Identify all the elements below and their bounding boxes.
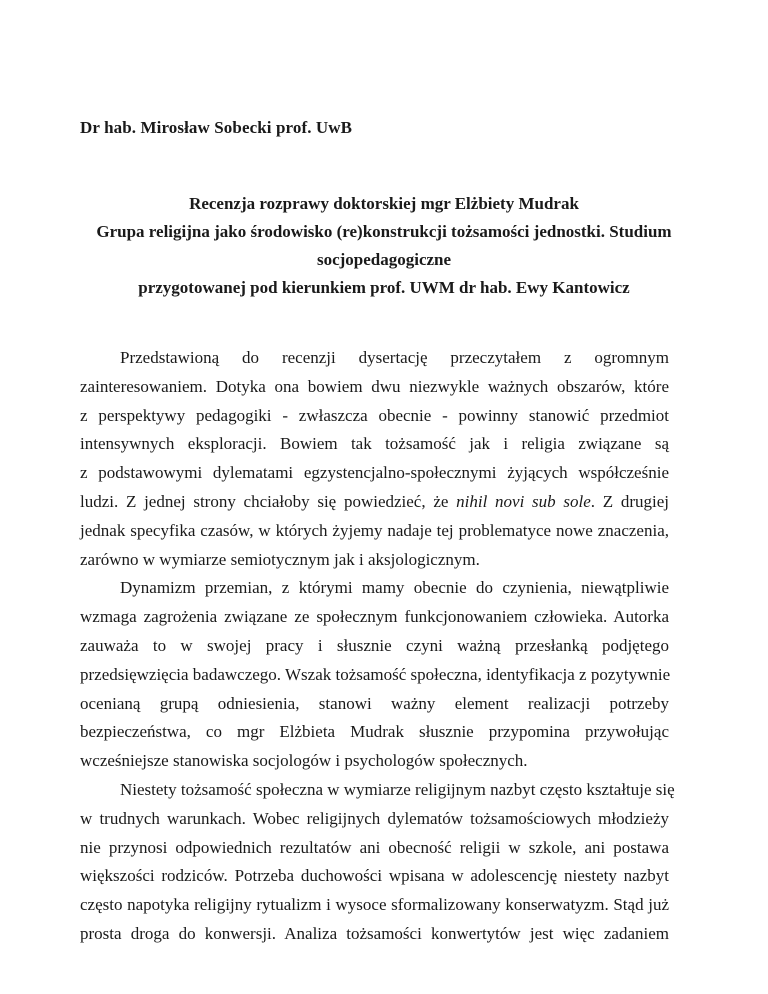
text-line: z podstawowymi dylematami egzystencjalno-społecznymi żyjących współcześnie <box>80 463 669 483</box>
text-fragment: ludzi. Z jednej strony chciałoby się powiedzieć, że <box>80 491 457 511</box>
text-line: często napotyka religijny rytualizm i wysoce sformalizowany konserwatyzm. Stąd już <box>80 895 669 915</box>
text-line: wcześniejsze stanowiska socjologów i psychologów społecznych. <box>80 751 528 771</box>
title-line: Grupa religijna jako środowisko (re)konstrukcji tożsamości jednostki. Studium <box>96 222 672 241</box>
text-line: Niestety tożsamość społeczna w wymiarze religijnym nazbyt często kształtuje się <box>120 779 675 799</box>
text-line: większości rodziców. Potrzeba duchowości wpisana w adolescencję niestety nazbyt <box>80 866 669 886</box>
text-line: w trudnych warunkach. Wobec religijnych dylematów tożsamościowych młodzieży <box>80 808 669 828</box>
title-line: Recenzja rozprawy doktorskiej mgr Elżbiety Mudrak <box>189 194 579 213</box>
text-line: zainteresowaniem. Dotyka ona bowiem dwu niezwykle ważnych obszarów, które <box>80 376 669 396</box>
text-line <box>80 488 669 517</box>
paragraph <box>80 776 675 949</box>
author-line: Dr hab. Mirosław Sobecki prof. UwB <box>80 118 353 137</box>
text-line: jednak specyfika czasów, w których żyjemy nadaje tej problematyce nowe znaczenia, <box>80 520 669 540</box>
text-line: przedsięwzięcia badawczego. Wszak tożsamość społeczna, identyfikacja z pozytywnie <box>80 664 671 684</box>
text-line: z perspektywy pedagogiki - zwłaszcza obecnie - powinny stanowić przedmiot <box>80 405 669 425</box>
text-line: ocenianą grupą odniesienia, stanowi ważny element realizacji potrzeby <box>80 693 669 713</box>
text-line: nie przynosi odpowiednich rezultatów ani obecność religii w szkole, ani postawa <box>80 837 669 857</box>
text-fragment: . Z drugiej <box>590 491 669 511</box>
review-title <box>70 190 698 302</box>
review-body <box>80 344 675 949</box>
text-line: zauważa to w swojej pracy i słusznie czyni ważną przesłanką podjętego <box>80 635 669 655</box>
paragraph <box>80 574 669 776</box>
text-line: prosta droga do konwersji. Analiza tożsamości konwertytów jest więc zadaniem <box>80 923 669 943</box>
text-line: intensywnych eksploracji. Bowiem tak tożsamość jak i religia związane są <box>80 434 669 454</box>
text-line: Przedstawioną do recenzji dysertację przeczytałem z ogromnym <box>120 348 669 367</box>
text-line: bezpieczeństwa, co mgr Elżbieta Mudrak słusznie przypomina przywołując <box>80 722 669 742</box>
title-line: socjopedagogiczne <box>316 250 452 269</box>
latin-phrase: nihil novi sub sole <box>456 491 591 511</box>
text-line: wzmaga zagrożenia związane ze społecznym funkcjonowaniem człowieka. Autorka <box>80 607 669 627</box>
title-line: przygotowanej pod kierunkiem prof. UWM dr hab. Ewy Kantowicz <box>138 278 630 297</box>
text-line: zarówno w wymiarze semiotycznym jak i aksjologicznym. <box>80 549 480 569</box>
paragraph <box>80 344 669 574</box>
text-line: Dynamizm przemian, z którymi mamy obecnie do czynienia, niewątpliwie <box>120 578 669 598</box>
